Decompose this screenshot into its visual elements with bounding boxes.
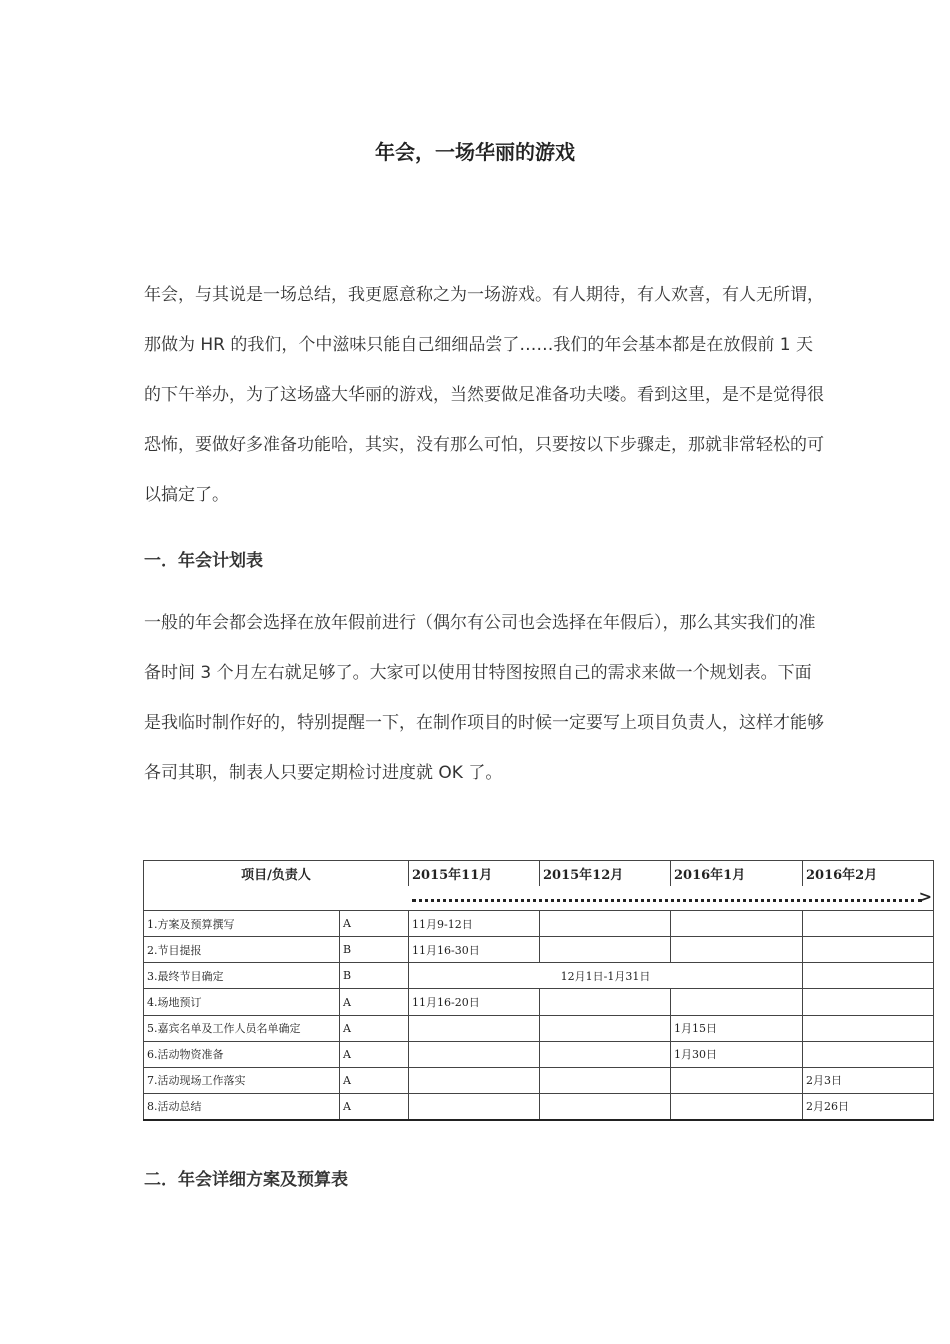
table-row: 8.活动总结 A 2月26日 xyxy=(144,1093,934,1120)
table-row: 3.最终节目确定 B 12月1日-1月31日 xyxy=(144,963,934,989)
timeline-arrow xyxy=(409,886,934,911)
gantt-header-month: 2016年1月 xyxy=(671,861,803,887)
table-row: 7.活动现场工作落实 A 2月3日 xyxy=(144,1067,934,1093)
gantt-header-row xyxy=(144,861,934,887)
gantt-header-month: 2016年2月 xyxy=(803,861,934,887)
gantt-header-item: 项目/负责人 xyxy=(144,861,409,887)
arrow-right-icon: > xyxy=(918,886,932,906)
gantt-header-month: 2015年11月 xyxy=(409,861,540,887)
table-row: 2.节目提报 B 11月16-30日 xyxy=(144,937,934,963)
table-row: 1.方案及预算撰写 A 11月9-12日 xyxy=(144,911,934,937)
section1-heading: 一．年会计划表 xyxy=(144,551,263,571)
table-row: 5.嘉宾名单及工作人员名单确定 A 1月15日 xyxy=(144,1015,934,1041)
gantt-table xyxy=(143,860,934,1121)
article-title: 年会，一场华丽的游戏 xyxy=(375,140,575,164)
section2-heading: 二．年会详细方案及预算表 xyxy=(144,1170,348,1190)
intro-paragraph: 年会，与其说是一场总结，我更愿意称之为一场游戏。有人期待，有人欢喜，有人无所谓，那做为 HR 的我们，个中滋味只能自己细细品尝了……我们的年会基本都是在放假前 1 天的下午举办，为了这场盛大华丽的游戏，当然要做足准备功夫喽。看到这里，是不是觉得很恐怖，要做好多准备功能哈，其实，没有那么可怕，只要按以下步骤走，那就非常轻松的可以搞定了。 xyxy=(144,285,824,505)
gantt-header-month: 2015年12月 xyxy=(540,861,671,887)
table-row: 6.活动物资准备 A 1月30日 xyxy=(144,1041,934,1067)
merged-span-cell: 12月1日-1月31日 xyxy=(409,963,803,989)
section1-paragraph: 一般的年会都会选择在放年假前进行（偶尔有公司也会选择在年假后），那么其实我们的准备时间 3 个月左右就足够了。大家可以使用甘特图按照自己的需求来做一个规划表。下面是我临时制作好的，特别提醒一下，在制作项目的时候一定要写上项目负责人，这样才能够各司其职，制表人只要定期检讨进度就 OK 了。 xyxy=(144,613,824,783)
table-row: 4.场地预订 A 11月16-20日 xyxy=(144,989,934,1015)
gantt-timeline-row xyxy=(144,886,934,911)
